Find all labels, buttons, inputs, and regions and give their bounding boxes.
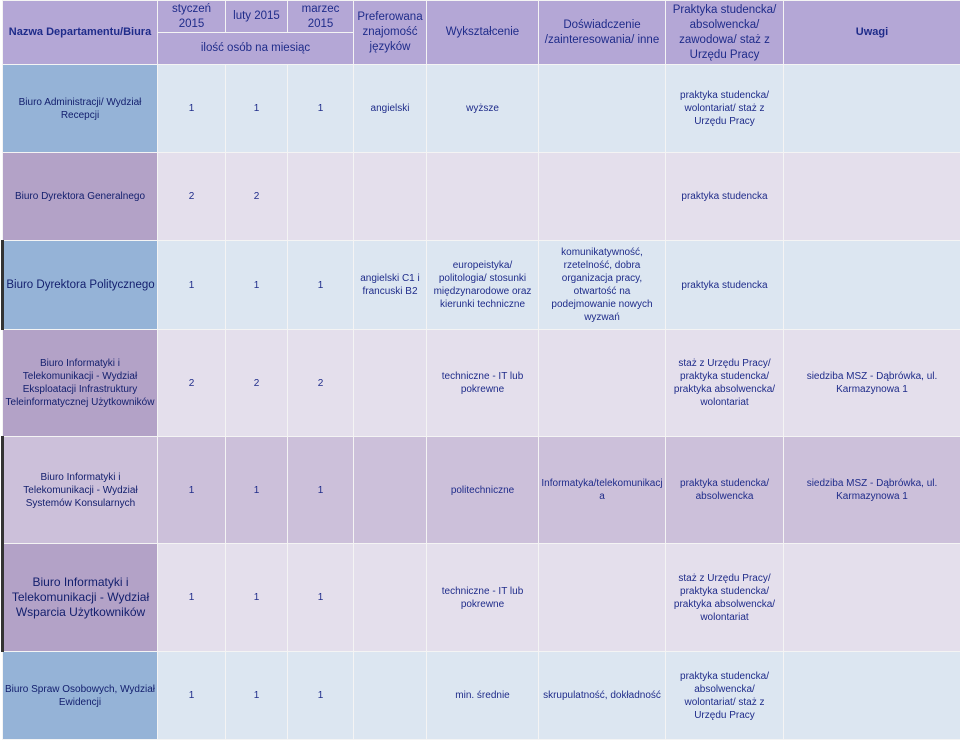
count-feb: 1 [226, 437, 288, 544]
languages-cell [354, 544, 427, 652]
header-dept: Nazwa Departamentu/Biura [3, 1, 158, 65]
education-cell: techniczne - IT lub pokrewne [427, 330, 539, 437]
header-languages: Preferowana znajomość języków [354, 1, 427, 65]
count-feb: 1 [226, 652, 288, 740]
experience-cell [539, 330, 666, 437]
dept-cell: Biuro Administracji/ Wydział Recepcji [3, 65, 158, 153]
count-mar: 1 [288, 437, 354, 544]
experience-cell [539, 153, 666, 241]
practice-cell: staż z Urzędu Pracy/ praktyka studencka/ praktyka absolwencka/ wolontariat [666, 330, 784, 437]
practice-cell: praktyka studencka/ absolwencka/ wolontariat/ staż z Urzędu Pracy [666, 652, 784, 740]
languages-cell [354, 330, 427, 437]
education-cell: politechniczne [427, 437, 539, 544]
header-month-jan: styczeń 2015 [158, 1, 226, 33]
experience-cell: komunikatywność, rzetelność, dobra organizacja pracy, otwartość na podejmowanie nowych wyzwań [539, 241, 666, 330]
notes-cell [784, 65, 960, 153]
header-notes: Uwagi [784, 1, 960, 65]
count-jan: 1 [158, 437, 226, 544]
dept-cell: Biuro Informatyki i Telekomunikacji - Wydział Systemów Konsularnych [3, 437, 158, 544]
table-row [3, 330, 960, 437]
count-jan: 2 [158, 330, 226, 437]
count-mar: 1 [288, 65, 354, 153]
languages-cell [354, 153, 427, 241]
education-cell: europeistyka/ politologia/ stosunki międzynarodowe oraz kierunki techniczne [427, 241, 539, 330]
notes-cell [784, 652, 960, 740]
count-jan: 1 [158, 241, 226, 330]
languages-cell [354, 437, 427, 544]
experience-cell: Informatyka/telekomunikacja [539, 437, 666, 544]
practice-cell: staż z Urzędu Pracy/ praktyka studencka/ praktyka absolwencka/ wolontariat [666, 544, 784, 652]
notes-cell: siedziba MSZ - Dąbrówka, ul. Karmazynowa 1 [784, 437, 960, 544]
count-feb: 1 [226, 241, 288, 330]
table-row [3, 65, 960, 153]
practice-cell: praktyka studencka [666, 241, 784, 330]
count-mar: 2 [288, 330, 354, 437]
experience-cell: skrupulatność, dokładność [539, 652, 666, 740]
header-education: Wykształcenie [427, 1, 539, 65]
education-cell: wyższe [427, 65, 539, 153]
internship-table [1, 0, 960, 740]
header-per-month: ilość osób na miesiąc [158, 33, 354, 65]
count-jan: 1 [158, 652, 226, 740]
dept-cell: Biuro Informatyki i Telekomunikacji - Wydział Eksploatacji Infrastruktury Teleinformatycznej Użytkowników [3, 330, 158, 437]
count-mar: 1 [288, 544, 354, 652]
header-row [3, 1, 960, 33]
notes-cell [784, 241, 960, 330]
languages-cell: angielski C1 i francuski B2 [354, 241, 427, 330]
experience-cell [539, 65, 666, 153]
education-cell: techniczne - IT lub pokrewne [427, 544, 539, 652]
table-row [3, 652, 960, 740]
count-jan: 1 [158, 544, 226, 652]
count-jan: 1 [158, 65, 226, 153]
table-row [3, 153, 960, 241]
dept-cell: Biuro Spraw Osobowych, Wydział Ewidencji [3, 652, 158, 740]
notes-cell [784, 544, 960, 652]
languages-cell: angielski [354, 65, 427, 153]
notes-cell [784, 153, 960, 241]
dept-cell: Biuro Informatyki i Telekomunikacji - Wydział Wsparcia Użytkowników [3, 544, 158, 652]
count-jan: 2 [158, 153, 226, 241]
practice-cell: praktyka studencka/ absolwencka [666, 437, 784, 544]
header-practice: Praktyka studencka/ absolwencka/ zawodowa/ staż z Urzędu Pracy [666, 1, 784, 65]
notes-cell: siedziba MSZ - Dąbrówka, ul. Karmazynowa 1 [784, 330, 960, 437]
header-month-mar: marzec 2015 [288, 1, 354, 33]
count-mar: 1 [288, 652, 354, 740]
header-experience: Doświadczenie /zainteresowania/ inne [539, 1, 666, 65]
count-feb: 1 [226, 544, 288, 652]
table-row [3, 437, 960, 544]
table-row [3, 241, 960, 330]
languages-cell [354, 652, 427, 740]
education-cell [427, 153, 539, 241]
experience-cell [539, 544, 666, 652]
count-feb: 2 [226, 153, 288, 241]
education-cell: min. średnie [427, 652, 539, 740]
header-month-feb: luty 2015 [226, 1, 288, 33]
dept-cell: Biuro Dyrektora Politycznego [3, 241, 158, 330]
dept-cell: Biuro Dyrektora Generalnego [3, 153, 158, 241]
count-feb: 2 [226, 330, 288, 437]
count-mar: 1 [288, 241, 354, 330]
table-row [3, 544, 960, 652]
practice-cell: praktyka studencka/ wolontariat/ staż z Urzędu Pracy [666, 65, 784, 153]
count-mar [288, 153, 354, 241]
count-feb: 1 [226, 65, 288, 153]
practice-cell: praktyka studencka [666, 153, 784, 241]
